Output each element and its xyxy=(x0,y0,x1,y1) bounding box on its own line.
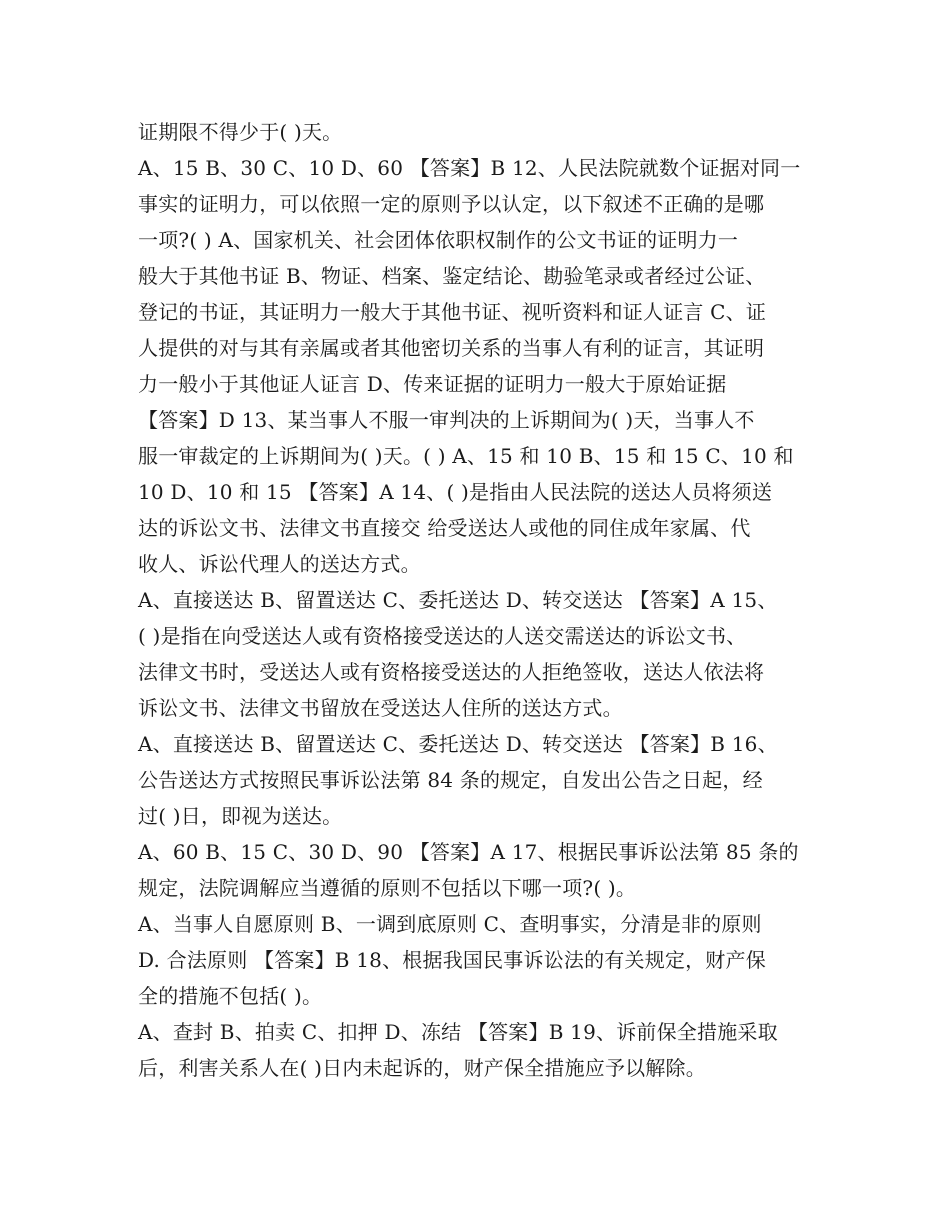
text-line: 公告送达方式按照民事诉讼法第 84 条的规定，自发出公告之日起，经 xyxy=(138,768,763,792)
text-line: D. 合法原则 【答案】B 18、根据我国民事诉讼法的有关规定，财产保 xyxy=(138,948,766,972)
text-line: 法律文书时，受送达人或有资格接受送达的人拒绝签收，送达人依法将 xyxy=(138,660,765,684)
text-line: 诉讼文书、法律文书留放在受送达人住所的送达方式。 xyxy=(138,696,623,720)
text-line: 后，利害关系人在( )日内未起诉的，财产保全措施应予以解除。 xyxy=(138,1056,706,1080)
text-line: 收人、诉讼代理人的送达方式。 xyxy=(138,552,421,576)
text-line: 般大于其他书证 B、物证、档案、鉴定结论、勘验笔录或者经过公证、 xyxy=(138,264,766,288)
question-text-block xyxy=(138,114,814,1086)
text-line: A、15 B、30 C、10 D、60 【答案】B 12、人民法院就数个证据对同一 xyxy=(138,156,801,180)
text-line: ( )是指在向受送达人或有资格接受送达的人送交需送达的诉讼文书、 xyxy=(138,624,747,648)
text-line: A、查封 B、拍卖 C、扣押 D、冻结 【答案】B 19、诉前保全措施采取 xyxy=(138,1020,778,1044)
text-line: 全的措施不包括( )。 xyxy=(138,984,323,1008)
text-line: 达的诉讼文书、法律文书直接交 给受送达人或他的同住成年家属、代 xyxy=(138,516,751,540)
text-line: 过( )日，即视为送达。 xyxy=(138,804,343,828)
text-line: 服一审裁定的上诉期间为( )天。( ) A、15 和 10 B、15 和 15 C、10 和 xyxy=(138,444,794,468)
text-line: A、直接送达 B、留置送达 C、委托送达 D、转交送达 【答案】B 16、 xyxy=(138,732,778,756)
text-line: 【答案】D 13、某当事人不服一审判决的上诉期间为( )天，当事人不 xyxy=(138,408,755,432)
text-line: 事实的证明力，可以依照一定的原则予以认定，以下叙述不正确的是哪 xyxy=(138,192,765,216)
text-line: 登记的书证，其证明力一般大于其他书证、视听资料和证人证言 C、证 xyxy=(138,300,767,324)
text-line: 力一般小于其他证人证言 D、传来证据的证明力一般大于原始证据 xyxy=(138,372,727,396)
text-line: 人提供的对与其有亲属或者其他密切关系的当事人有利的证言，其证明 xyxy=(138,336,765,360)
text-line: 10 D、10 和 15 【答案】A 14、( )是指由人民法院的送达人员将须送 xyxy=(138,480,773,504)
text-line: A、60 B、15 C、30 D、90 【答案】A 17、根据民事诉讼法第 85 条的 xyxy=(138,840,799,864)
text-line: 一项?( ) A、国家机关、社会团体依职权制作的公文书证的证明力一 xyxy=(138,228,739,252)
text-line: A、直接送达 B、留置送达 C、委托送达 D、转交送达 【答案】A 15、 xyxy=(138,588,778,612)
text-line: A、当事人自愿原则 B、一调到底原则 C、查明事实，分清是非的原则 xyxy=(138,912,762,936)
text-line: 规定，法院调解应当遵循的原则不包括以下哪一项?( )。 xyxy=(138,876,637,900)
text-line: 证期限不得少于( )天。 xyxy=(138,120,343,144)
